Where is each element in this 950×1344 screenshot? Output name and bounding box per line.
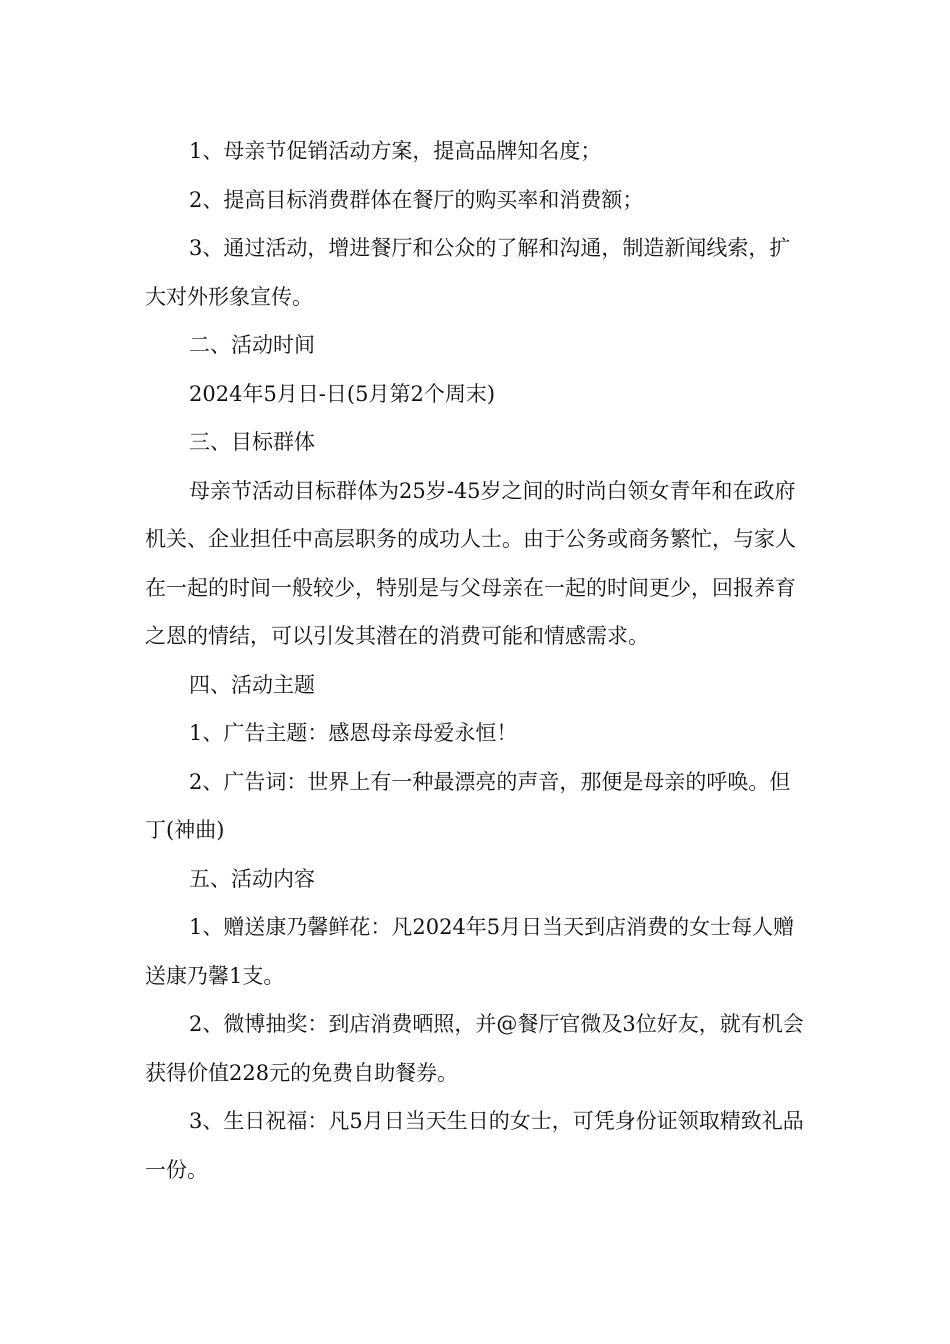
paragraph-content-2: 2、微博抽奖：到店消费晒照，并@餐厅官微及3位好友，就有机会获得价值228元的免费自助餐券。 xyxy=(145,1012,804,1085)
paragraph-goal-3: 3、通过活动，增进餐厅和公众的了解和沟通，制造新闻线索，扩大对外形象宣传。 xyxy=(145,236,791,309)
paragraph-theme-1: 1、广告主题：感恩母亲母爱永恒！ xyxy=(189,721,518,745)
section-heading-target: 三、目标群体 xyxy=(189,430,315,454)
document-body xyxy=(145,127,810,1194)
paragraph-goal-1: 1、母亲节促销活动方案，提高品牌知名度； xyxy=(189,139,602,163)
paragraph-content-1: 1、赠送康乃馨鲜花：凡2024年5月日当天到店消费的女士每人赠送康乃馨1支。 xyxy=(145,915,795,988)
section-heading-content: 五、活动内容 xyxy=(189,866,315,891)
section-heading-time: 二、活动时间 xyxy=(189,333,315,357)
paragraph-theme-2: 2、广告词：世界上有一种最漂亮的声音，那便是母亲的呼唤。但丁(神曲) xyxy=(145,769,791,842)
paragraph-content-3: 3、生日祝福：凡5月日当天生日的女士，可凭身份证领取精致礼品一份。 xyxy=(145,1109,804,1182)
paragraph-goal-2: 2、提高目标消费群体在餐厅的购买率和消费额； xyxy=(189,187,644,212)
section-heading-theme: 四、活动主题 xyxy=(189,672,315,697)
paragraph-target: 母亲节活动目标群体为25岁-45岁之间的时尚白领女青年和在政府机关、企业担任中高层职务的成功人士。由于公务或商务繁忙，与家人在一起的时间一般较少，特别是与父母亲在一起的时间更少，回报养育之恩的情结，可以引发其潜在的消费可能和情感需求。 xyxy=(145,478,796,648)
paragraph-time: 2024年5月日-日(5月第2个周末) xyxy=(189,381,496,406)
